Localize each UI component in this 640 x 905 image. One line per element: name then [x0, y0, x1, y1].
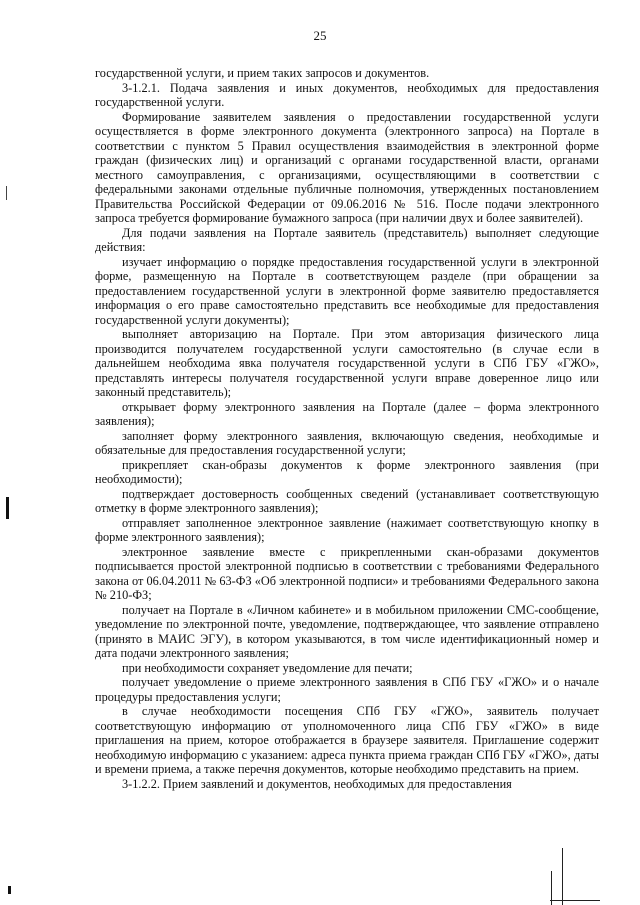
- paragraph: Формирование заявителем заявления о предоставлении государственной услуги осуществляется в форме электронного документа (электронного запроса) на Портале в соответствии с пунктом 5 Правил осуществления взаимодействия в электронной форме граждан (физических лиц) и организаций с органами государственной власти, органами местного самоуправления, с организациями, осуществляющими в соответствии с федеральными законами отдельные публичные полномочия, утвержденных постановлением Правительства Российской Федерации от 09.06.2016 № 516. После подачи электронного запроса требуется формирование бумажного запроса (при наличии двух и более заявителей).: [95, 109, 599, 225]
- paragraph: получает уведомление о приеме электронного заявления в СПб ГБУ «ГЖО» и о начале процедуры предоставления услуги;: [95, 675, 599, 704]
- paragraph: 3-1.2.2. Прием заявлений и документов, необходимых для предоставления: [122, 776, 512, 791]
- paragraph: при необходимости сохраняет уведомление для печати;: [122, 660, 413, 675]
- scan-mark: [6, 497, 9, 519]
- paragraph: Для подачи заявления на Портале заявитель (представитель) выполняет следующие действия:: [95, 225, 599, 254]
- binding-line: [550, 900, 600, 901]
- paragraph: в случае необходимости посещения СПб ГБУ «ГЖО», заявитель получает соответствующую информацию от уполномоченного лица СПб ГБУ «ГЖО» в виде приглашения на прием, которое отображается в браузере заявителя. Приглашение содержит необходимую информацию с указанием: адреса пункта приема граждан СПб ГБУ «ГЖО», даты и времени приема, а также перечня документов, которые необходимо представить на прием.: [95, 704, 599, 776]
- paragraph: изучает информацию о порядке предоставления государственной услуги в электронной форме, размещенную на Портале в соответствующем разделе (при обращении за предоставлением государственной услуги в электронной форме заявителю предоставляется информация о его праве самостоятельно представить все необходимые для предоставления государственной услуги документы);: [95, 254, 599, 327]
- paragraph: прикрепляет скан-образы документов к форме электронного заявления (при необходимости);: [95, 457, 599, 486]
- page-number: 25: [313, 28, 327, 43]
- paragraph: 3-1.2.1. Подача заявления и иных документов, необходимых для предоставления государственной услуги.: [95, 80, 599, 109]
- paragraph: открывает форму электронного заявления на Портале (далее – форма электронного заявления);: [95, 399, 599, 428]
- paragraph: государственной услуги, и прием таких запросов и документов.: [95, 66, 430, 80]
- document-body: [95, 66, 599, 791]
- paragraph: заполняет форму электронного заявления, включающую сведения, необходимые и обязательные для предоставления государственной услуги;: [95, 428, 599, 457]
- scan-mark: [6, 186, 7, 200]
- binding-line: [562, 848, 563, 905]
- paragraph: электронное заявление вместе с прикрепленными скан-образами документов подписывается простой электронной подписью в соответствии с требованиями Федерального закона от 06.04.2011 № 63-ФЗ «Об электронной подписи» и требованиями Федерального закона № 210-ФЗ;: [95, 544, 599, 602]
- paragraph: подтверждает достоверность сообщенных сведений (устанавливает соответствующую отметку в форме электронного заявления);: [95, 486, 599, 515]
- paragraph: выполняет авторизацию на Портале. При этом авторизация физического лица производится получателем государственной услуги самостоятельно (в случае если в дальнейшем необходима явка получателя государственной услуги в СПб ГБУ «ГЖО», представлять интересы получателя государственной услуги вправе доверенное лицо или законный представитель);: [95, 327, 599, 399]
- paragraph: отправляет заполненное электронное заявление (нажимает соответствующую кнопку в форме электронного заявления);: [95, 515, 599, 544]
- paragraph: получает на Портале в «Личном кабинете» и в мобильном приложении СМС-сообщение, уведомление по электронной почте, уведомление, подтверждающее, что заявление отправлено (принято в МАИС ЭГУ), в котором указываются, в том числе идентификационный номер и дата подачи электронного заявления;: [95, 602, 599, 660]
- scan-mark: [8, 886, 11, 894]
